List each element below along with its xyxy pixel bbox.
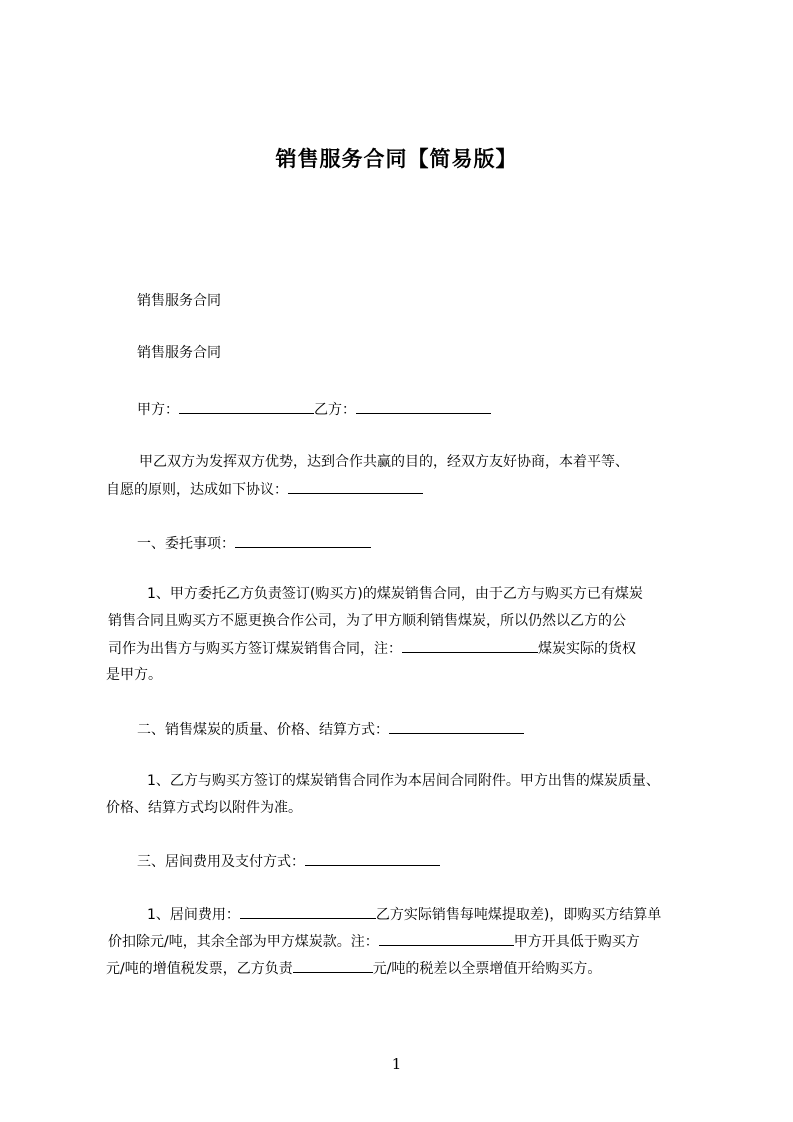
entrust-blank [235,533,371,548]
party-line [137,399,491,420]
document-title: 销售服务合同【简易版】 [275,147,518,171]
section-heading [137,851,440,872]
text: 甲方开具低于购买方 [513,934,640,950]
text: 司作为出售方与购买方签订煤炭销售合同，注： [108,641,402,657]
paragraph-heading [137,291,221,311]
clause-line [147,904,661,925]
text: 销售服务合同 [137,345,221,361]
clause-line [106,798,302,818]
text: 乙方实际销售每吨煤提取差)，即购买方结算单 [375,907,662,923]
text: 1、居间费用： [147,907,240,923]
party-b-blank [356,399,491,414]
section-heading [137,719,524,740]
text: 三、居间费用及支付方式： [137,854,305,870]
text: 甲乙双方为发挥双方优势，达到合作共赢的目的，经双方友好协商，本着平等、 [139,454,629,470]
intro-line [106,479,423,500]
quality-blank [389,719,524,734]
text: 销售服务合同 [137,293,221,309]
section-heading [137,533,371,554]
text: 1、乙方与购买方签订的煤炭销售合同作为本居间合同附件。甲方出售的煤炭质量、 [147,773,660,789]
text: 元/吨的税差以全票增值开给购买方。 [372,961,602,977]
paragraph-heading [137,343,221,363]
page-number: 1 [391,1055,402,1073]
note-blank-2 [379,931,514,946]
text: 销售合同且购买方不愿更换合作公司，为了甲方顺利销售煤炭，所以仍然以乙方的公 [108,613,626,629]
party-a-blank [179,399,314,414]
text: 价格、结算方式均以附件为准。 [106,800,302,816]
agreement-blank [288,479,423,494]
party-a-label: 甲方： [137,402,179,418]
fee-blank [305,851,440,866]
text: 煤炭实际的货权 [538,641,636,657]
clause-line [106,665,162,685]
text: 是甲方。 [106,667,162,683]
clause-line [108,638,636,659]
fee-amount-blank [240,904,376,919]
intro-line [139,452,629,472]
text: 1、甲方委托乙方负责签订(购买方)的煤炭销售合同，由于乙方与购买方已有煤炭 [147,586,643,602]
clause-line [106,958,601,979]
text: 二、销售煤炭的质量、价格、结算方式： [137,722,389,738]
party-b-label: 乙方： [314,402,356,418]
clause-line [108,611,626,631]
clause-line [147,584,643,604]
text: 自愿的原则，达成如下协议： [106,482,288,498]
tax-diff-blank [293,958,373,973]
clause-line [147,771,660,791]
text: 价扣除元/吨，其余全部为甲方煤炭款。注： [108,934,379,950]
text: 一、委托事项： [137,536,235,552]
clause-line [108,931,640,952]
text: 元/吨的增值税发票，乙方负责 [106,961,293,977]
note-blank [402,638,538,653]
